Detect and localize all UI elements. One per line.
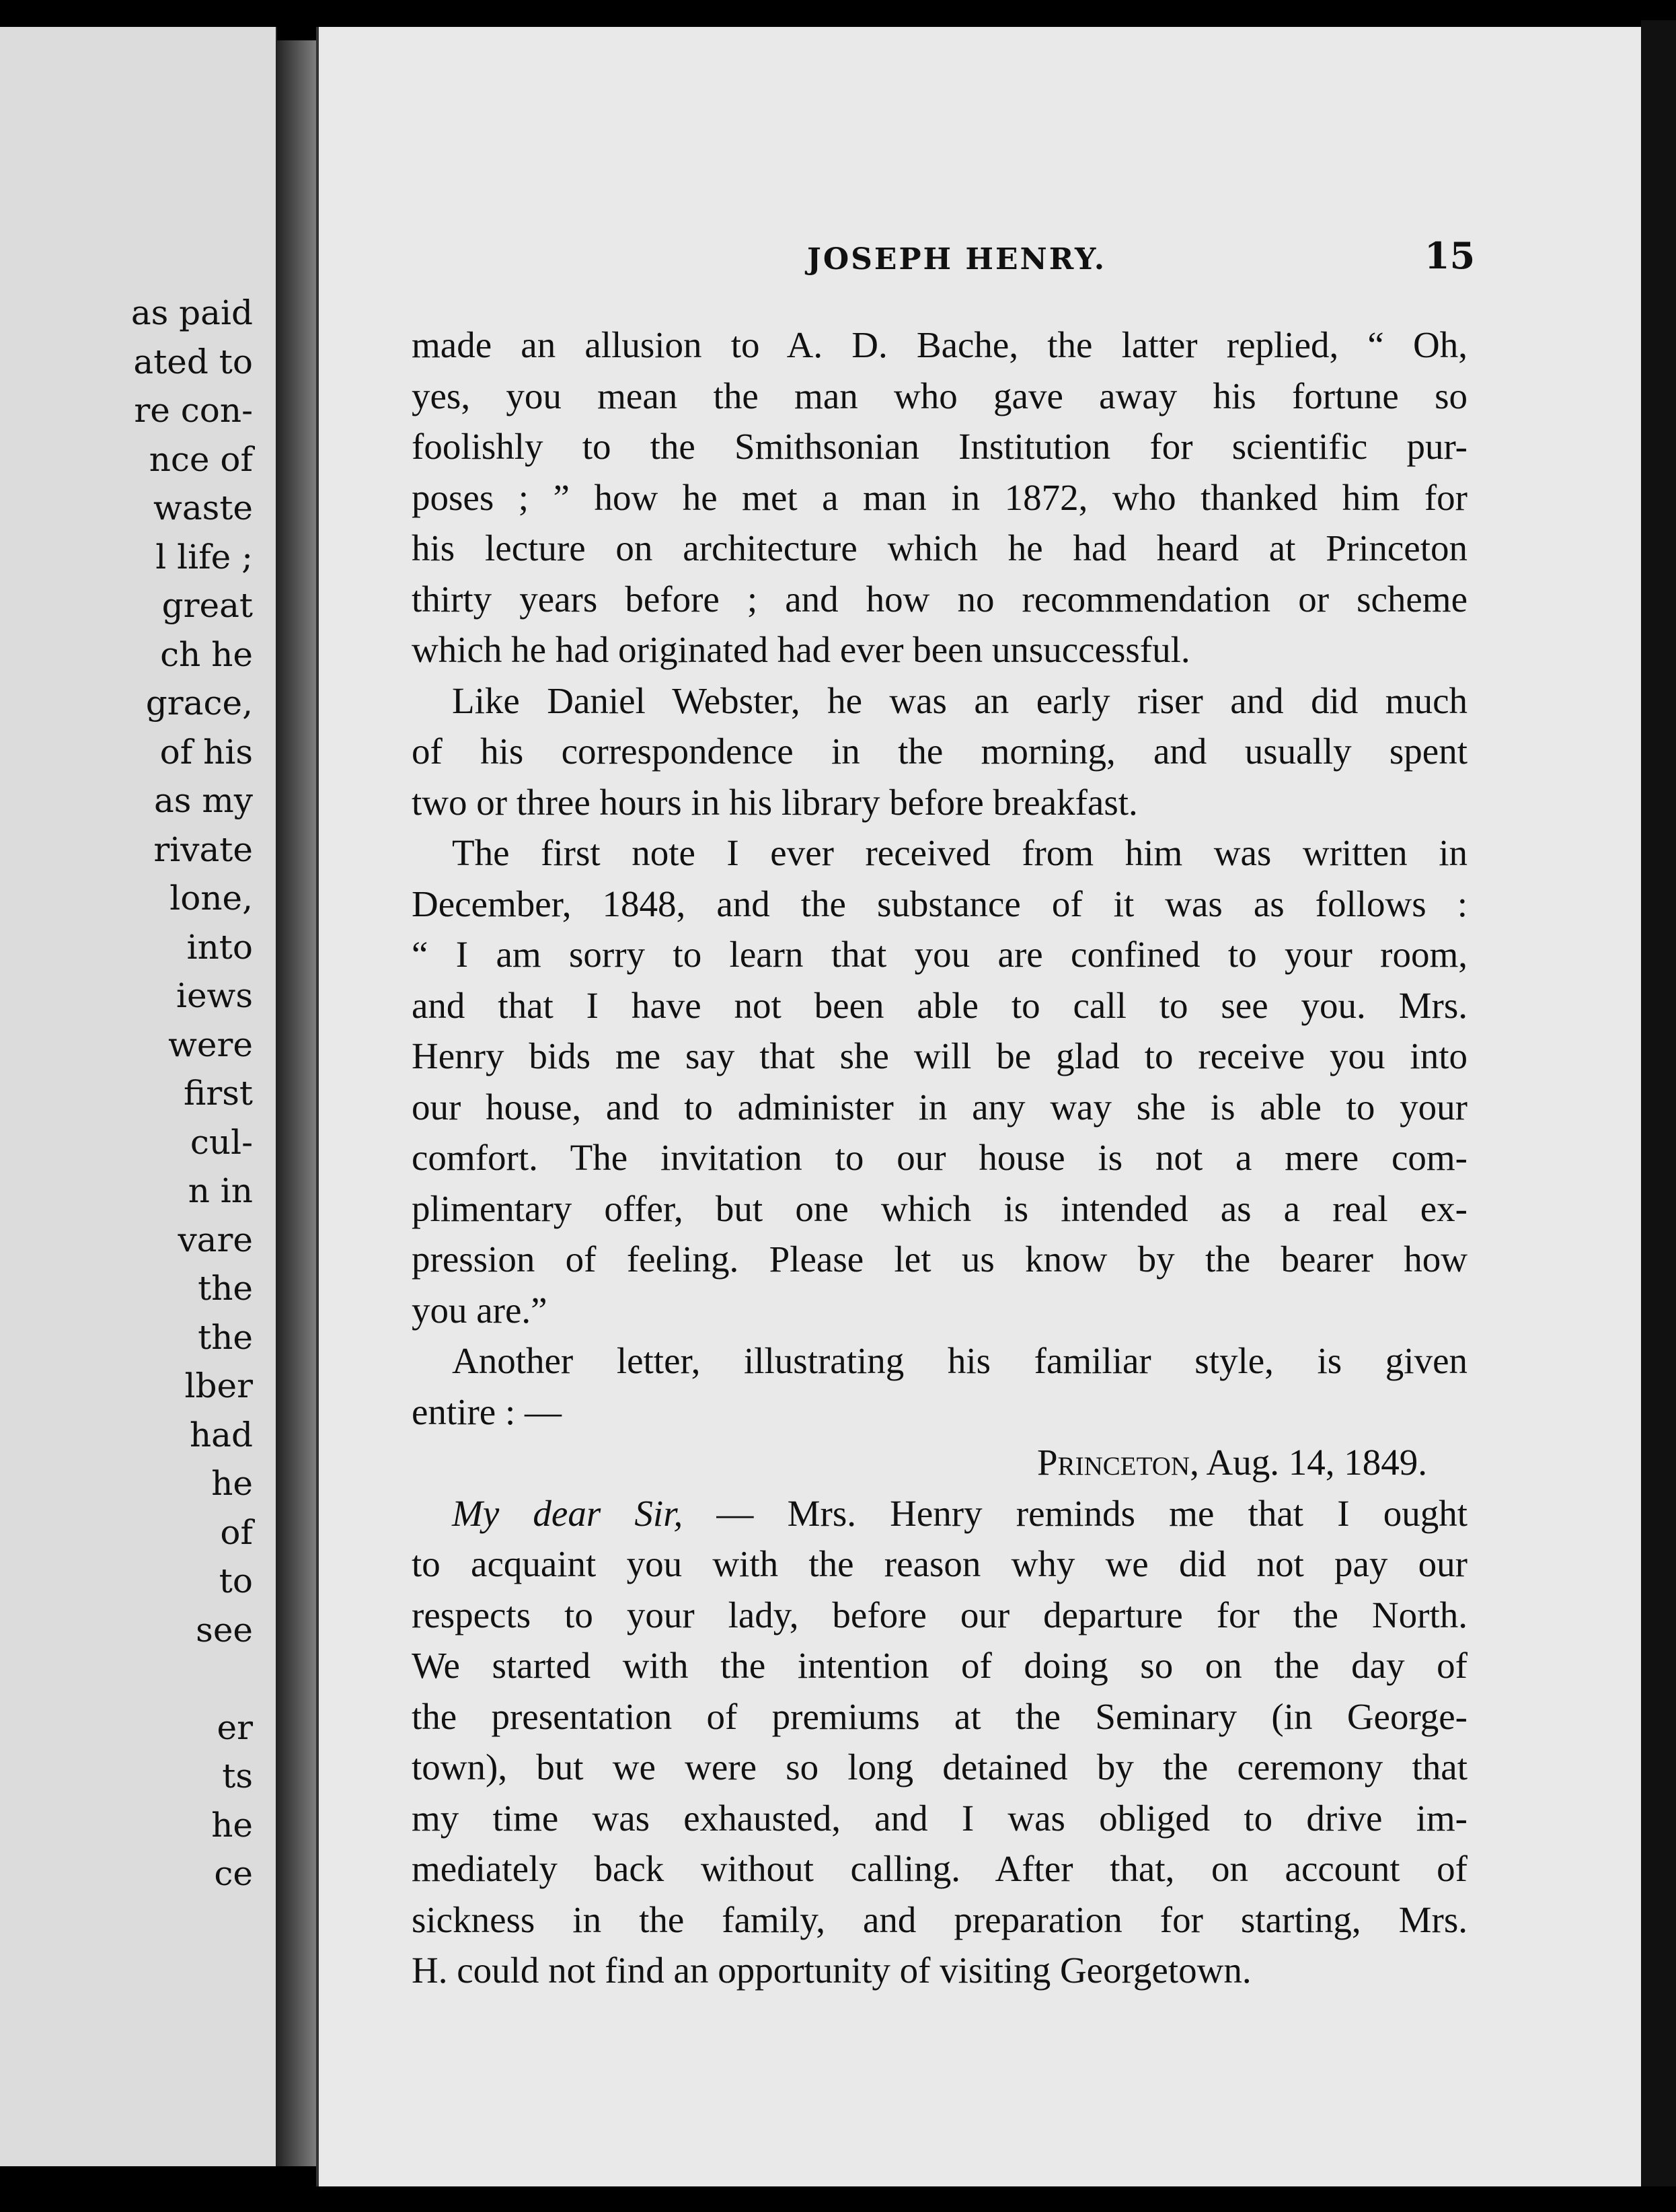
text-line: H. could not find an opportunity of visiting Georgetown. [412, 1950, 1252, 1991]
facing-page-fragment: ch he [160, 634, 253, 674]
facing-page-fragment: the [198, 1317, 253, 1357]
facing-page-fragment: lone, [169, 879, 253, 918]
facing-page-fragment: into [186, 927, 253, 967]
text-line: mediately back without calling. After that, on account of [412, 1848, 1468, 1889]
text-line: you are.” [412, 1289, 547, 1331]
facing-page-fragment: ce [214, 1854, 253, 1893]
facing-page-fragment: had [189, 1415, 253, 1454]
facing-page-fragment: to [219, 1561, 253, 1600]
scan-border-bottom [0, 2186, 1676, 2212]
letter-salutation: My dear Sir, [452, 1492, 683, 1534]
text-line: December, 1848, and the substance of it was as follows : [412, 883, 1468, 924]
paragraph-2 [412, 675, 1468, 828]
facing-page-fragment: lber [184, 1366, 253, 1405]
text-line: of his correspondence in the morning, and usually spent [412, 731, 1468, 772]
facing-page-fragment: of his [159, 732, 253, 772]
facing-page-fragment: vare [178, 1220, 253, 1259]
text-line: made an allusion to A. D. Bache, the latter replied, “ Oh, [412, 324, 1468, 365]
text-line: yes, you mean the man who gave away his fortune so [412, 375, 1468, 416]
scan-border-right [1641, 20, 1676, 2200]
facing-page-fragment: see [196, 1610, 253, 1650]
facing-page-fragment: iews [176, 976, 253, 1015]
scan-border-top [0, 0, 1676, 27]
paragraph-4 [412, 1335, 1468, 1437]
body-text [412, 320, 1468, 1996]
facing-page-fragment: rivate [153, 830, 253, 869]
text-line: plimentary offer, but one which is intended as a real ex- [412, 1187, 1468, 1229]
facing-page-fragment: he [211, 1805, 253, 1845]
facing-page-fragment: nce of [149, 439, 253, 479]
letter-dateline [412, 1437, 1468, 1488]
facing-page-fragment: as paid [130, 293, 253, 332]
text-line: Like Daniel Webster, he was an early riser and did much [452, 679, 1468, 721]
text-line: pression of feeling. Please let us know by the bearer how [412, 1239, 1468, 1280]
dateline-place: Princeton [1037, 1442, 1190, 1483]
text-line: We started with the intention of doing so on the day of [412, 1645, 1468, 1686]
facing-page-fragment: the [198, 1269, 253, 1308]
facing-page-fragment: n in [188, 1171, 253, 1210]
running-head: JOSEPH HENRY. [807, 242, 1107, 276]
text-line: Another letter, illustrating his familiar style, is given [452, 1340, 1468, 1381]
paragraph-5 [412, 1488, 1468, 1996]
text-line: thirty years before ; and how no recommendation or scheme [412, 578, 1468, 620]
letter-first-line: — Mrs. Henry reminds me that I ought [683, 1492, 1468, 1534]
facing-page-fragment: ated to [133, 342, 253, 381]
paragraph-3 [412, 827, 1468, 1335]
page-number: 15 [1424, 234, 1476, 277]
text-line: poses ; ” how he met a man in 1872, who thanked him for [412, 476, 1468, 518]
facing-page-fragment: of [220, 1512, 253, 1552]
facing-page-fragment: l life ; [155, 537, 253, 577]
facing-page-fragment: ts [222, 1757, 253, 1796]
text-line: his lecture on architecture which he had heard at Princeton [412, 527, 1468, 568]
text-line: The first note I ever received from him was written in [452, 832, 1468, 873]
text-line: to acquaint you with the reason why we did not pay our [412, 1543, 1468, 1584]
text-line: and that I have not been able to call to see you. Mrs. [412, 984, 1468, 1026]
facing-page-left [0, 27, 277, 2166]
facing-page-fragment: grace, [145, 684, 253, 723]
paragraph-1 [412, 320, 1468, 675]
facing-page-fragment: waste [153, 488, 253, 527]
facing-page-fragment: great [161, 586, 253, 625]
text-line: which he had originated had ever been unsuccessful. [412, 629, 1190, 670]
text-line: sickness in the family, and preparation for starting, Mrs. [412, 1898, 1468, 1940]
text-line: our house, and to administer in any way she is able to your [412, 1086, 1468, 1128]
dateline-date: , Aug. 14, 1849. [1190, 1442, 1427, 1483]
facing-page-fragment: first [183, 1074, 253, 1113]
facing-page-fragment: er [217, 1707, 253, 1747]
text-line: my time was exhausted, and I was obliged to drive im- [412, 1797, 1468, 1839]
facing-page-fragment: re con- [134, 391, 253, 430]
text-line: “ I am sorry to learn that you are confined to your room, [412, 934, 1468, 975]
text-line: town), but we were so long detained by the ceremony that [412, 1746, 1468, 1787]
text-line: two or three hours in his library before breakfast. [412, 781, 1138, 823]
text-line: comfort. The invitation to our house is not a mere com- [412, 1137, 1468, 1178]
text-line: the presentation of premiums at the Seminary (in George- [412, 1695, 1468, 1737]
text-line: respects to your lady, before our departure for the North. [412, 1594, 1468, 1635]
facing-page-fragment: were [168, 1025, 253, 1064]
text-line: Henry bids me say that she will be glad to receive you into [412, 1035, 1468, 1076]
text-line: entire : — [412, 1391, 562, 1432]
facing-page-fragment: cul- [190, 1122, 253, 1162]
text-line: foolishly to the Smithsonian Institution for scientific pur- [412, 426, 1468, 467]
facing-page-fragment: as my [153, 781, 253, 820]
facing-page-fragment: he [211, 1464, 253, 1503]
text-line [412, 1488, 1468, 1539]
